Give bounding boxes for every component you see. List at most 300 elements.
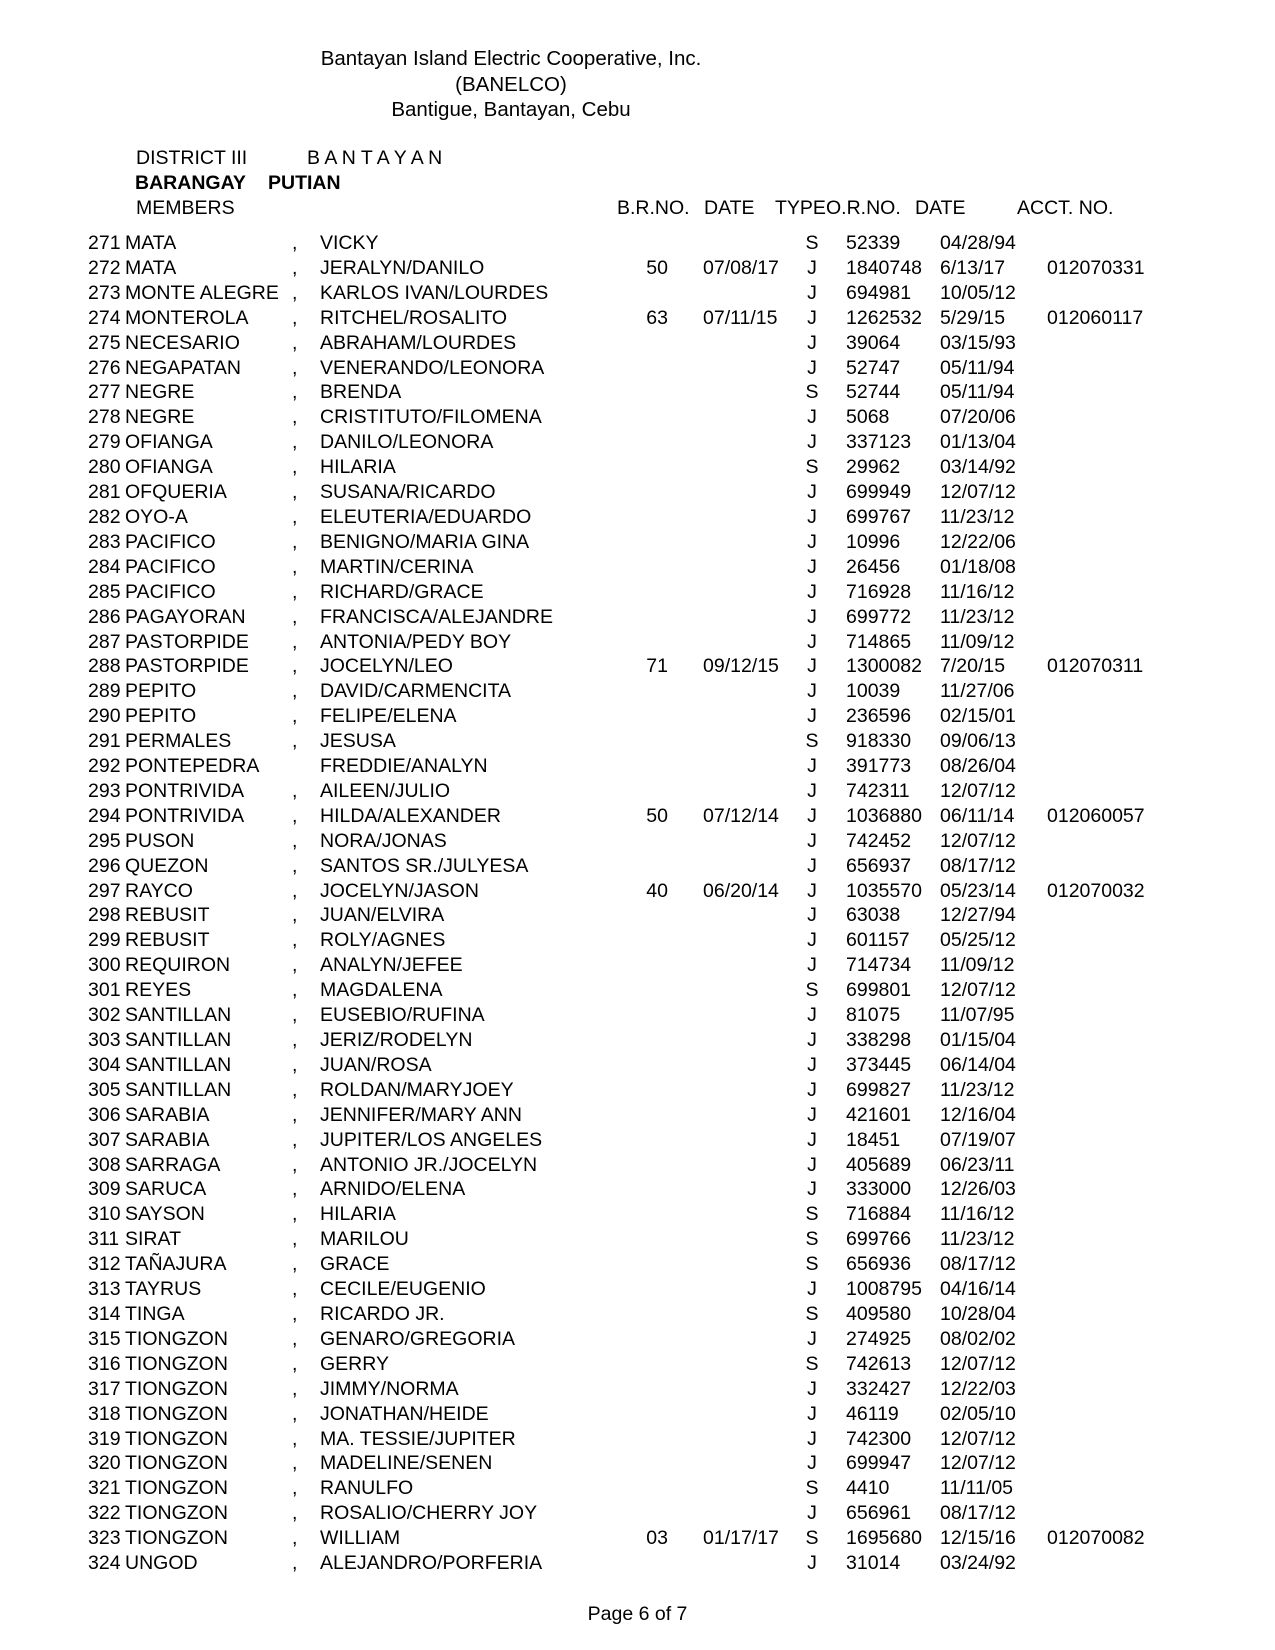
cell-type: S (805, 730, 819, 753)
cell-or_date: 10/28/04 (940, 1302, 1016, 1325)
cell-type: S (805, 381, 819, 404)
column-header-br-date: DATE (704, 197, 755, 219)
cell-type: S (805, 1253, 819, 1276)
cell-or_no: 742452 (846, 829, 912, 852)
cell-or_no: 699949 (846, 481, 912, 504)
cell-or_no: 699801 (846, 979, 912, 1002)
cell-surname: UNGOD (125, 1552, 198, 1575)
cell-given_names: FELIPE/ELENA (320, 705, 457, 728)
cell-surname: PACIFICO (125, 555, 216, 578)
cell-given_names: SUSANA/RICARDO (320, 481, 496, 504)
cell-no: 291 (88, 730, 121, 753)
cell-surname: PEPITO (125, 680, 197, 703)
cell-no: 307 (88, 1128, 121, 1151)
cell-surname: TIONGZON (125, 1402, 228, 1425)
org-abbreviation: (BANELCO) (455, 72, 567, 96)
cell-comma: , (292, 232, 298, 254)
cell-or_date: 5/29/15 (940, 306, 1006, 329)
cell-surname: PASTORPIDE (125, 630, 249, 653)
cell-no: 292 (88, 755, 121, 778)
cell-no: 308 (88, 1153, 121, 1176)
cell-no: 320 (88, 1452, 121, 1475)
table-header-row (0, 196, 1275, 221)
cell-or_date: 08/17/12 (940, 1502, 1016, 1525)
table-row (0, 1227, 1275, 1252)
cell-comma: , (292, 1029, 298, 1051)
cell-comma: , (292, 1327, 298, 1350)
cell-surname: REBUSIT (125, 929, 210, 952)
cell-or_no: 601157 (846, 929, 910, 952)
cell-or_date: 05/11/94 (940, 356, 1015, 379)
cell-given_names: BRENDA (320, 381, 402, 404)
cell-comma: , (292, 630, 298, 653)
cell-or_no: 10996 (846, 530, 901, 553)
table-row (0, 1202, 1275, 1227)
cell-or_no: 742300 (846, 1427, 912, 1450)
cell-comma: , (292, 1402, 298, 1425)
cell-no: 275 (88, 331, 121, 354)
table-row (0, 679, 1275, 704)
cell-acct_no: 012060057 (1047, 804, 1145, 827)
cell-given_names: BENIGNO/MARIA GINA (320, 530, 530, 553)
cell-surname: REYES (125, 979, 192, 1002)
table-row (0, 1028, 1275, 1053)
cell-given_names: ANALYN/JEFEE (320, 954, 463, 977)
table-row (0, 1551, 1275, 1576)
cell-comma: , (292, 1302, 298, 1325)
cell-or_no: 18451 (846, 1128, 901, 1151)
cell-comma: , (292, 779, 298, 802)
cell-surname: TIONGZON (125, 1477, 228, 1500)
cell-surname: SARUCA (125, 1178, 207, 1201)
cell-given_names: ANTONIO JR./JOCELYN (320, 1153, 538, 1176)
cell-no: 285 (88, 580, 121, 603)
cell-no: 273 (88, 281, 121, 304)
cell-given_names: EUSEBIO/RUFINA (320, 1004, 485, 1027)
cell-or_no: 714734 (846, 954, 912, 977)
cell-surname: NEGRE (125, 406, 195, 429)
cell-type: S (805, 1477, 819, 1500)
cell-or_no: 699766 (846, 1228, 912, 1251)
cell-or_date: 11/16/12 (940, 1203, 1015, 1226)
table-row (0, 555, 1275, 580)
table-row (0, 1451, 1275, 1476)
cell-surname: SIRAT (125, 1228, 181, 1251)
org-name: Bantayan Island Electric Cooperative, Inc. (320, 47, 702, 70)
cell-no: 282 (88, 505, 121, 528)
cell-comma: , (292, 804, 298, 827)
table-row (0, 1053, 1275, 1078)
cell-no: 316 (88, 1352, 121, 1375)
cell-comma: , (292, 456, 298, 479)
cell-given_names: HILARIA (320, 1203, 396, 1226)
table-row (0, 1177, 1275, 1202)
cell-or_no: 52744 (846, 381, 901, 404)
cell-no: 321 (88, 1477, 121, 1500)
cell-given_names: KARLOS IVAN/LOURDES (320, 281, 549, 304)
cell-comma: , (292, 680, 298, 703)
cell-type: J (807, 1053, 817, 1076)
cell-no: 279 (88, 431, 121, 454)
cell-type: S (805, 979, 819, 1002)
cell-surname: SAYSON (125, 1203, 205, 1226)
table-row (0, 1402, 1275, 1427)
cell-surname: MONTE ALEGRE (125, 281, 279, 304)
cell-given_names: JESUSA (320, 730, 396, 753)
cell-comma: , (292, 580, 298, 603)
table-row (0, 903, 1275, 928)
cell-no: 293 (88, 779, 121, 802)
cell-comma: , (292, 555, 298, 578)
table-row (0, 505, 1275, 530)
cell-no: 312 (88, 1253, 121, 1276)
cell-or_date: 04/28/94 (940, 232, 1016, 254)
cell-surname: PONTEPEDRA (125, 755, 260, 778)
cell-no: 306 (88, 1103, 121, 1126)
cell-surname: SANTILLAN (125, 1078, 232, 1101)
cell-or_date: 12/07/12 (940, 481, 1016, 504)
cell-or_date: 01/13/04 (940, 431, 1016, 454)
cell-or_no: 31014 (846, 1552, 901, 1575)
column-header-br-no: B.R.NO. (617, 197, 690, 219)
cell-comma: , (292, 530, 298, 553)
cell-given_names: ROSALIO/CHERRY JOY (320, 1502, 538, 1525)
cell-given_names: JENNIFER/MARY ANN (320, 1103, 522, 1126)
cell-comma: , (292, 1427, 298, 1450)
cell-or_no: 405689 (846, 1153, 912, 1176)
cell-given_names: ARNIDO/ELENA (320, 1178, 466, 1201)
cell-comma: , (292, 256, 298, 279)
cell-no: 296 (88, 854, 121, 877)
cell-surname: TIONGZON (125, 1452, 228, 1475)
cell-no: 314 (88, 1302, 121, 1325)
cell-or_no: 332427 (846, 1377, 912, 1400)
cell-given_names: ABRAHAM/LOURDES (320, 331, 517, 354)
cell-comma: , (292, 505, 298, 528)
cell-no: 304 (88, 1053, 121, 1076)
cell-type: J (807, 1502, 817, 1525)
cell-no: 281 (88, 481, 121, 504)
cell-comma: , (292, 1502, 298, 1525)
cell-or_date: 11/11/05 (940, 1477, 1014, 1500)
cell-surname: PASTORPIDE (125, 655, 249, 678)
cell-or_no: 742613 (846, 1352, 912, 1375)
table-row (0, 356, 1275, 381)
cell-type: J (807, 281, 817, 304)
cell-given_names: WILLIAM (320, 1527, 401, 1550)
cell-no: 274 (88, 306, 121, 329)
cell-given_names: AILEEN/JULIO (320, 779, 451, 802)
cell-comma: , (292, 481, 298, 504)
cell-no: 323 (88, 1527, 121, 1550)
cell-type: J (807, 1103, 817, 1126)
cell-surname: MONTEROLA (125, 306, 249, 329)
cell-or_date: 12/27/94 (940, 904, 1016, 927)
cell-surname: TIONGZON (125, 1527, 228, 1550)
cell-type: J (807, 555, 817, 578)
table-row (0, 331, 1275, 356)
cell-or_no: 656961 (846, 1502, 912, 1525)
cell-type: J (807, 1552, 817, 1575)
cell-comma: , (292, 1477, 298, 1500)
cell-or_date: 08/02/02 (940, 1327, 1016, 1350)
cell-acct_no: 012070032 (1047, 879, 1145, 902)
cell-or_date: 02/05/10 (940, 1402, 1016, 1425)
cell-no: 294 (88, 804, 121, 827)
cell-given_names: NORA/JONAS (320, 829, 447, 852)
cell-surname: MATA (125, 256, 177, 279)
table-row (0, 580, 1275, 605)
table-row (0, 704, 1275, 729)
cell-or_no: 1036880 (846, 804, 922, 827)
cell-given_names: ANTONIA/PEDY BOY (320, 630, 512, 653)
cell-type: J (807, 630, 817, 653)
cell-surname: NEGAPATAN (125, 356, 241, 379)
cell-no: 319 (88, 1427, 121, 1450)
cell-or_no: 81075 (846, 1004, 901, 1027)
table-row (0, 729, 1275, 754)
cell-surname: TIONGZON (125, 1502, 228, 1525)
table-row (0, 1153, 1275, 1178)
cell-or_date: 7/20/15 (940, 655, 1006, 678)
cell-no: 287 (88, 630, 121, 653)
cell-or_no: 699827 (846, 1078, 912, 1101)
cell-given_names: ROLY/AGNES (320, 929, 446, 952)
cell-or_date: 6/13/17 (940, 256, 1006, 279)
cell-or_no: 694981 (846, 281, 912, 304)
table-row (0, 829, 1275, 854)
cell-or_date: 11/27/06 (940, 680, 1015, 703)
cell-type: S (805, 456, 819, 479)
cell-comma: , (292, 1004, 298, 1027)
cell-or_date: 12/07/12 (940, 779, 1016, 802)
cell-br_date: 06/20/14 (703, 879, 779, 902)
cell-or_date: 05/25/12 (940, 929, 1016, 952)
table-row (0, 1277, 1275, 1302)
cell-type: J (807, 1029, 817, 1051)
table-row (0, 754, 1275, 779)
cell-comma: , (292, 904, 298, 927)
cell-or_no: 716884 (846, 1203, 912, 1226)
cell-no: 301 (88, 979, 121, 1002)
member-rows (0, 231, 1275, 1576)
table-row (0, 530, 1275, 555)
cell-no: 299 (88, 929, 121, 952)
cell-br_no: 50 (646, 804, 668, 827)
cell-surname: OYO-A (125, 505, 188, 528)
cell-no: 283 (88, 530, 121, 553)
cell-no: 324 (88, 1552, 121, 1575)
cell-comma: , (292, 730, 298, 753)
cell-type: J (807, 1327, 817, 1350)
cell-comma: , (292, 605, 298, 628)
cell-comma: , (292, 1253, 298, 1276)
district-label: DISTRICT III (136, 147, 248, 169)
cell-comma: , (292, 1278, 298, 1301)
cell-given_names: RANULFO (320, 1477, 414, 1500)
cell-no: 317 (88, 1377, 121, 1400)
cell-type: J (807, 505, 817, 528)
cell-type: J (807, 431, 817, 454)
cell-or_date: 12/22/06 (940, 530, 1016, 553)
cell-comma: , (292, 879, 298, 902)
cell-acct_no: 012070331 (1047, 256, 1145, 279)
cell-comma: , (292, 1228, 298, 1251)
cell-or_no: 4410 (846, 1477, 890, 1500)
table-row (0, 480, 1275, 505)
cell-or_no: 274925 (846, 1327, 912, 1350)
cell-comma: , (292, 1128, 298, 1151)
cell-surname: NEGRE (125, 381, 195, 404)
cell-no: 318 (88, 1402, 121, 1425)
cell-given_names: GENARO/GREGORIA (320, 1327, 516, 1350)
cell-surname: NECESARIO (125, 331, 240, 354)
cell-no: 309 (88, 1178, 121, 1201)
cell-no: 315 (88, 1327, 121, 1350)
cell-or_no: 333000 (846, 1178, 912, 1201)
cell-or_date: 11/09/12 (940, 630, 1015, 653)
cell-no: 280 (88, 456, 121, 479)
cell-no: 277 (88, 381, 121, 404)
cell-or_no: 742311 (846, 779, 910, 802)
cell-surname: PONTRIVIDA (125, 804, 245, 827)
cell-or_date: 09/06/13 (940, 730, 1016, 753)
cell-given_names: CECILE/EUGENIO (320, 1278, 486, 1301)
table-row (0, 256, 1275, 281)
cell-no: 303 (88, 1029, 121, 1051)
cell-or_date: 11/16/12 (940, 580, 1015, 603)
cell-given_names: JOCELYN/LEO (320, 655, 453, 678)
cell-acct_no: 012060117 (1047, 306, 1144, 329)
cell-surname: SARABIA (125, 1128, 210, 1151)
cell-surname: SARABIA (125, 1103, 210, 1126)
cell-given_names: HILARIA (320, 456, 396, 479)
table-row (0, 1078, 1275, 1103)
cell-given_names: HILDA/ALEXANDER (320, 804, 501, 827)
cell-type: S (805, 1228, 819, 1251)
cell-comma: , (292, 431, 298, 454)
table-row (0, 630, 1275, 655)
cell-or_no: 656936 (846, 1253, 912, 1276)
cell-or_date: 11/23/12 (940, 605, 1015, 628)
cell-given_names: RICHARD/GRACE (320, 580, 484, 603)
cell-comma: , (292, 954, 298, 977)
cell-no: 300 (88, 954, 121, 977)
cell-comma: , (292, 1078, 298, 1101)
cell-or_date: 08/17/12 (940, 1253, 1016, 1276)
cell-or_date: 11/23/12 (940, 505, 1015, 528)
table-row (0, 1501, 1275, 1526)
cell-or_no: 699772 (846, 605, 912, 628)
cell-type: J (807, 680, 817, 703)
table-row (0, 978, 1275, 1003)
cell-type: J (807, 1427, 817, 1450)
cell-comma: , (292, 1452, 298, 1475)
cell-or_date: 11/09/12 (940, 954, 1015, 977)
cell-or_date: 08/17/12 (940, 854, 1016, 877)
cell-surname: TIONGZON (125, 1427, 228, 1450)
table-row (0, 605, 1275, 630)
cell-type: J (807, 1128, 817, 1151)
cell-or_date: 12/22/03 (940, 1377, 1016, 1400)
cell-or_no: 1840748 (846, 256, 922, 279)
org-address: Bantigue, Bantayan, Cebu (391, 98, 631, 121)
cell-surname: PUSON (125, 829, 195, 852)
cell-or_date: 11/07/95 (940, 1004, 1015, 1027)
table-row (0, 1377, 1275, 1402)
barangay-line (0, 171, 1275, 196)
cell-type: J (807, 331, 817, 354)
cell-type: J (807, 1153, 817, 1176)
cell-type: J (807, 755, 817, 778)
cell-given_names: MADELINE/SENEN (320, 1452, 493, 1475)
cell-given_names: MARTIN/CERINA (320, 555, 474, 578)
cell-type: J (807, 530, 817, 553)
column-header-acct-no: ACCT. NO. (1017, 197, 1114, 219)
cell-comma: , (292, 331, 298, 354)
cell-given_names: GRACE (320, 1253, 390, 1276)
cell-type: J (807, 1278, 817, 1301)
cell-or_date: 12/07/12 (940, 1352, 1016, 1375)
cell-or_no: 391773 (846, 755, 912, 778)
cell-type: J (807, 1452, 817, 1475)
table-row (0, 654, 1275, 679)
cell-br_no: 40 (646, 879, 668, 902)
cell-surname: TIONGZON (125, 1377, 228, 1400)
cell-type: S (805, 1302, 819, 1325)
cell-given_names: FREDDIE/ANALYN (320, 755, 488, 778)
cell-br_no: 71 (646, 655, 668, 678)
barangay-label: BARANGAY (135, 172, 246, 194)
cell-given_names: JUAN/ROSA (320, 1053, 432, 1076)
cell-type: J (807, 306, 817, 329)
cell-or_no: 421601 (846, 1103, 912, 1126)
cell-or_date: 07/19/07 (940, 1128, 1016, 1151)
document-header (0, 46, 1022, 123)
cell-type: S (805, 1352, 819, 1375)
cell-given_names: MAGDALENA (320, 979, 443, 1002)
cell-comma: , (292, 929, 298, 952)
cell-type: J (807, 655, 817, 678)
cell-comma: , (292, 829, 298, 852)
cell-given_names: GERRY (320, 1352, 389, 1375)
cell-given_names: FRANCISCA/ALEJANDRE (320, 605, 553, 628)
cell-no: 289 (88, 680, 121, 703)
cell-comma: , (292, 655, 298, 678)
cell-br_no: 63 (646, 306, 668, 329)
cell-acct_no: 012070311 (1047, 655, 1144, 678)
cell-given_names: SANTOS SR./JULYESA (320, 854, 529, 877)
district-line (0, 146, 1275, 171)
cell-no: 298 (88, 904, 121, 927)
cell-given_names: MA. TESSIE/JUPITER (320, 1427, 516, 1450)
cell-no: 278 (88, 406, 121, 429)
cell-or_date: 12/16/04 (940, 1103, 1016, 1126)
column-header-members: MEMBERS (136, 197, 235, 219)
cell-br_date: 01/17/17 (703, 1527, 779, 1550)
table-row (0, 779, 1275, 804)
cell-surname: PACIFICO (125, 530, 216, 553)
cell-surname: TIONGZON (125, 1352, 228, 1375)
cell-type: J (807, 1004, 817, 1027)
cell-or_date: 07/20/06 (940, 406, 1016, 429)
cell-or_date: 03/15/93 (940, 331, 1016, 354)
cell-surname: SANTILLAN (125, 1029, 232, 1051)
cell-type: J (807, 1402, 817, 1425)
table-row (0, 1327, 1275, 1352)
cell-or_no: 699947 (846, 1452, 912, 1475)
cell-type: J (807, 1377, 817, 1400)
